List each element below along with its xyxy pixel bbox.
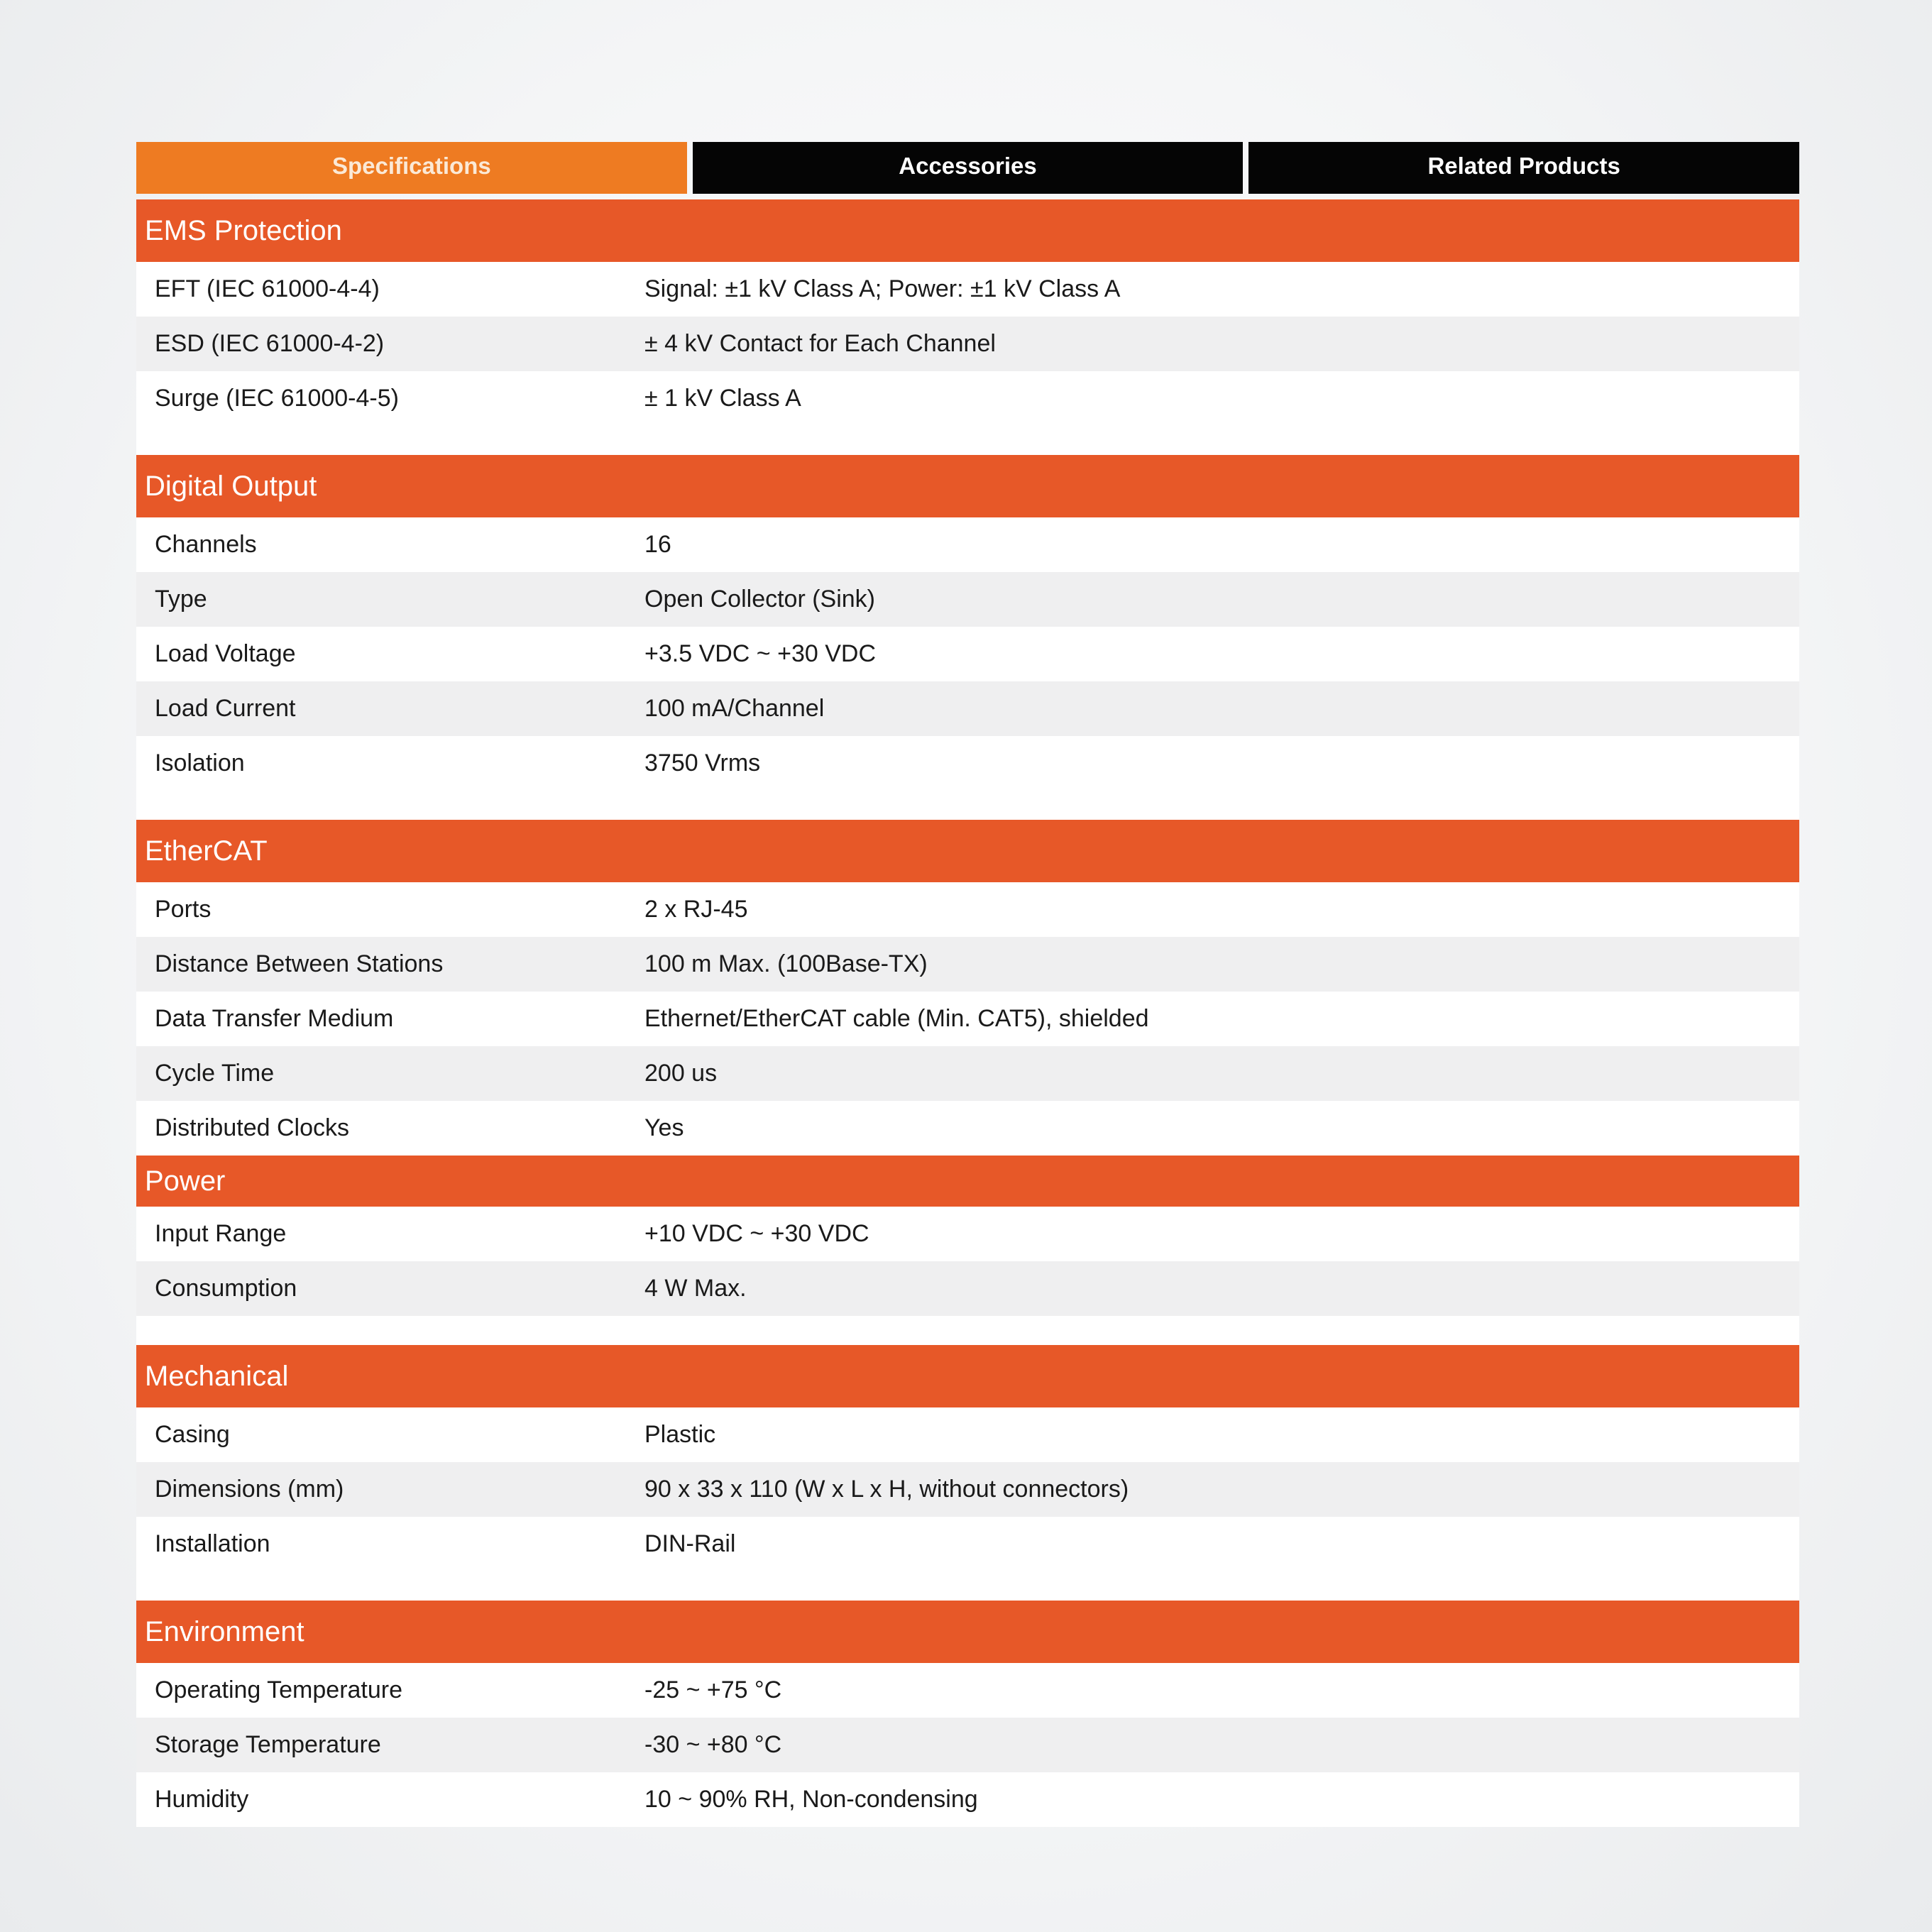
- spec-label: Surge (IEC 61000-4-5): [155, 385, 399, 412]
- tab-accessories[interactable]: Accessories: [693, 142, 1244, 194]
- spec-row: [136, 627, 1799, 681]
- spec-value: +10 VDC ~ +30 VDC: [644, 1220, 869, 1247]
- spec-value: -25 ~ +75 °C: [644, 1676, 782, 1703]
- spec-row: [136, 1261, 1799, 1316]
- spec-row: [136, 317, 1799, 371]
- spec-label: Installation: [155, 1530, 270, 1557]
- spec-value: Ethernet/EtherCAT cable (Min. CAT5), shielded: [644, 1005, 1149, 1032]
- spec-label: Ports: [155, 896, 212, 923]
- spec-value: 16: [644, 531, 671, 558]
- spec-row: [136, 371, 1799, 426]
- spec-value: 4 W Max.: [644, 1275, 747, 1302]
- spec-value: 2 x RJ-45: [644, 896, 748, 923]
- spec-value: Signal: ±1 kV Class A; Power: ±1 kV Class A: [644, 275, 1121, 302]
- spec-value: DIN-Rail: [644, 1530, 736, 1557]
- spec-label: Channels: [155, 531, 257, 558]
- spec-row: [136, 1462, 1799, 1517]
- spec-value: Plastic: [644, 1421, 716, 1448]
- spec-row: [136, 1407, 1799, 1462]
- section-header-power: Power: [136, 1156, 1799, 1207]
- spec-value: 3750 Vrms: [644, 750, 761, 776]
- spec-label: EFT (IEC 61000-4-4): [155, 275, 380, 302]
- spec-row: [136, 517, 1799, 572]
- spec-value: 100 m Max. (100Base-TX): [644, 950, 928, 977]
- section-header-ethercat: EtherCAT: [136, 820, 1799, 882]
- spec-value: 90 x 33 x 110 (W x L x H, without connectors): [644, 1476, 1129, 1503]
- spec-label: Isolation: [155, 750, 245, 776]
- spec-label: Consumption: [155, 1275, 297, 1302]
- spec-row: [136, 882, 1799, 937]
- spec-label: Humidity: [155, 1786, 249, 1813]
- section-spacer: [136, 1316, 1799, 1345]
- spec-row: [136, 1663, 1799, 1718]
- spec-label: Dimensions (mm): [155, 1476, 344, 1503]
- spec-row: [136, 1718, 1799, 1772]
- spec-label: ESD (IEC 61000-4-2): [155, 330, 385, 357]
- spec-label: Casing: [155, 1421, 230, 1448]
- spec-value: ± 4 kV Contact for Each Channel: [644, 330, 996, 357]
- spec-value: 200 us: [644, 1060, 718, 1087]
- spec-value: Yes: [644, 1114, 684, 1141]
- section-header-mechanical: Mechanical: [136, 1345, 1799, 1407]
- spec-row: [136, 572, 1799, 627]
- section-header-environment: Environment: [136, 1601, 1799, 1663]
- spec-row: [136, 1101, 1799, 1156]
- spec-value: -30 ~ +80 °C: [644, 1731, 782, 1758]
- section-spacer: [136, 791, 1799, 820]
- spec-value: Open Collector (Sink): [644, 586, 876, 613]
- spec-row: [136, 1517, 1799, 1571]
- section-header-digital-output: Digital Output: [136, 455, 1799, 517]
- spec-row: [136, 262, 1799, 317]
- spec-value: ± 1 kV Class A: [644, 385, 801, 412]
- spec-row: [136, 992, 1799, 1046]
- spec-value: +3.5 VDC ~ +30 VDC: [644, 640, 877, 667]
- section-header-ems-protection: EMS Protection: [136, 199, 1799, 262]
- spec-label: Operating Temperature: [155, 1676, 403, 1703]
- spec-row: [136, 937, 1799, 992]
- spec-label: Type: [155, 586, 207, 613]
- spec-row: [136, 1772, 1799, 1827]
- spec-label: Distributed Clocks: [155, 1114, 349, 1141]
- tab-bar: [136, 142, 1799, 194]
- spec-label: Load Current: [155, 695, 296, 722]
- spec-label: Data Transfer Medium: [155, 1005, 394, 1032]
- spec-label: Distance Between Stations: [155, 950, 444, 977]
- tab-specifications[interactable]: Specifications: [136, 142, 687, 194]
- section-spacer: [136, 426, 1799, 455]
- spec-label: Storage Temperature: [155, 1731, 381, 1758]
- spec-value: 10 ~ 90% RH, Non-condensing: [644, 1786, 978, 1813]
- spec-row: [136, 1207, 1799, 1261]
- spec-label: Load Voltage: [155, 640, 296, 667]
- spec-label: Input Range: [155, 1220, 287, 1247]
- specs-panel: [136, 142, 1799, 1827]
- spec-label: Cycle Time: [155, 1060, 275, 1087]
- section-spacer: [136, 1571, 1799, 1601]
- spec-row: [136, 736, 1799, 791]
- tab-related-products[interactable]: Related Products: [1248, 142, 1799, 194]
- spec-row: [136, 681, 1799, 736]
- spec-value: 100 mA/Channel: [644, 695, 825, 722]
- spec-row: [136, 1046, 1799, 1101]
